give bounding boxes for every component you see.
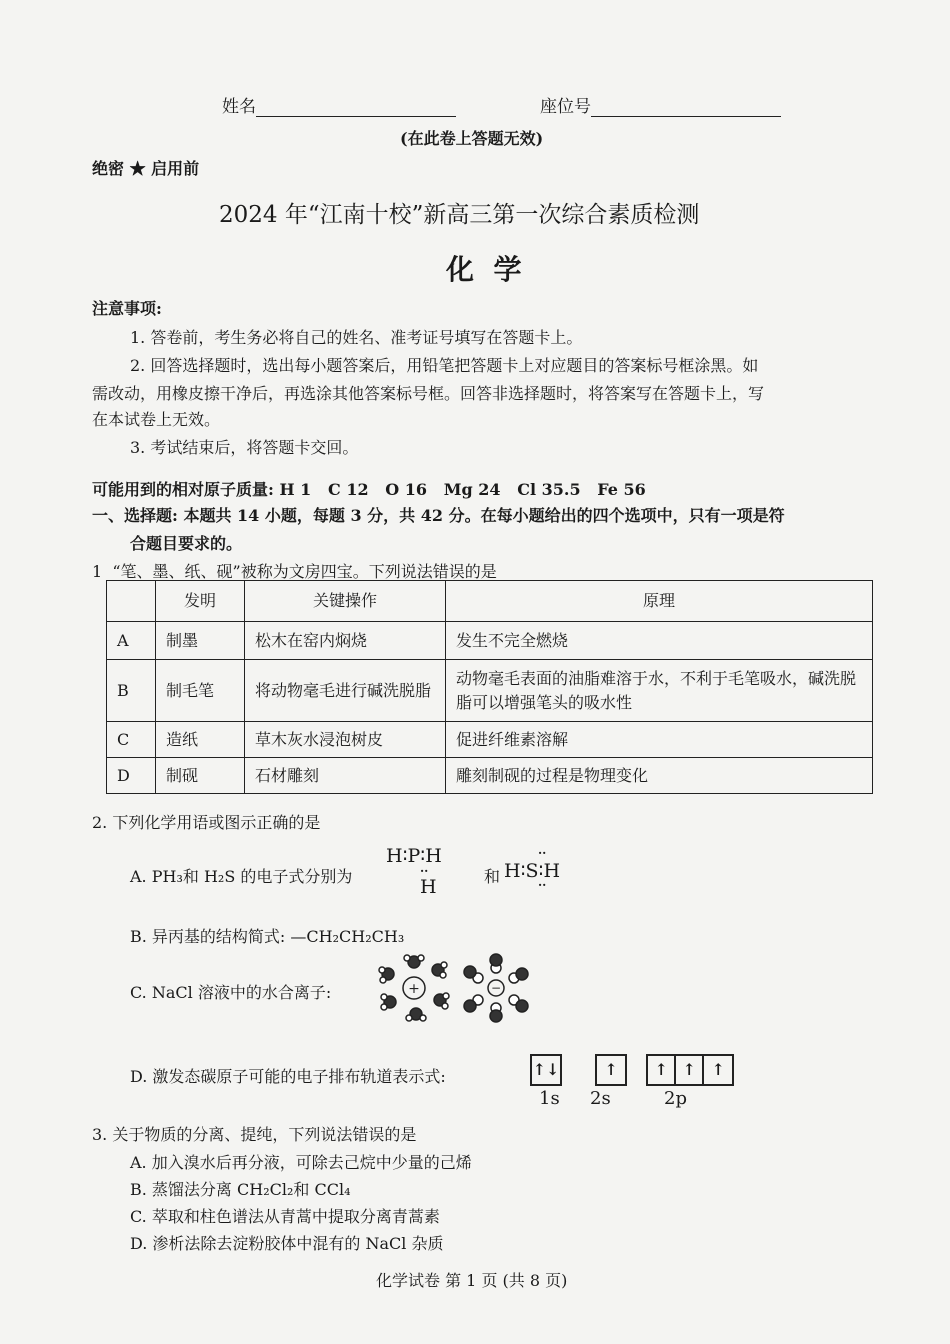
name-line[interactable] [256, 98, 456, 117]
orbital-1s-box: ↑↓ [530, 1054, 562, 1086]
q2-a-and: 和 [484, 867, 501, 886]
table-header-cell: 原理 [446, 581, 873, 622]
invalid-note: (在此卷上答题无效) [400, 129, 544, 148]
q3-option-c: C. 萃取和柱色谱法从青蒿中提取分离青蒿素 [130, 1207, 440, 1226]
q3-stem: 3. 关于物质的分离、提纯，下列说法错误的是 [92, 1125, 417, 1144]
table-header-cell: 关键操作 [245, 581, 446, 622]
ph3-bottom-h: H [420, 876, 437, 898]
seat-label: 座位号 [540, 97, 591, 117]
ph3-lone-dots: ·· [420, 864, 429, 878]
table-cell: 动物毫毛表面的油脂难溶于水，不利于毛笔吸水，碱洗脱脂可以增强笔头的吸水性 [446, 660, 873, 722]
notice-heading: 注意事项: [92, 299, 162, 318]
svg-text:−: − [490, 981, 502, 995]
seat-line[interactable] [591, 98, 781, 117]
table-cell: 雕刻制砚的过程是物理变化 [446, 758, 873, 794]
q2-option-c: C. NaCl 溶液中的水合离子: [130, 983, 332, 1002]
exam-title: 2024 年“江南十校”新高三第一次综合素质检测 [219, 202, 700, 228]
q3-option-d: D. 渗析法除去淀粉胶体中混有的 NaCl 杂质 [130, 1234, 444, 1253]
notice-item-3: 3. 考试结束后，将答题卡交回。 [130, 438, 359, 457]
orbital-2s-box: ↑ [595, 1054, 627, 1086]
ph3-electron-formula: H∶P∶H [386, 845, 442, 867]
hydrated-anion [464, 954, 528, 1022]
table-header-cell: 发明 [156, 581, 245, 622]
notice-item-2-cont: 需改动，用橡皮擦干净后，再选涂其他答案标号框。回答非选择题时，将答案写在答题卡上，写 [92, 384, 765, 403]
svg-text:+: + [408, 981, 420, 997]
table-cell: 造纸 [156, 722, 245, 758]
table-row [107, 722, 873, 758]
orbital-2p-box: ↑ [648, 1056, 676, 1084]
table-cell: 促进纤维素溶解 [446, 722, 873, 758]
hydrated-ions-diagram [374, 952, 539, 1024]
subject-title: 化 学 [446, 253, 522, 286]
table-row [107, 622, 873, 660]
q1-table [106, 580, 873, 794]
table-cell: 草木灰水浸泡树皮 [245, 722, 446, 758]
q2-stem: 2. 下列化学用语或图示正确的是 [92, 813, 321, 832]
q3-option-b: B. 蒸馏法分离 CH₂Cl₂和 CCl₄ [130, 1180, 351, 1199]
table-cell: 发生不完全燃烧 [446, 622, 873, 660]
table-cell: 制墨 [156, 622, 245, 660]
name-field[interactable] [222, 92, 456, 117]
orbital-2p-box: ↑ [676, 1056, 704, 1084]
h2s-top-dots: ·· [538, 846, 547, 860]
orbital-label-2p: 2p [664, 1088, 687, 1109]
notice-item-1: 1. 答卷前，考生务必将自己的姓名、准考证号填写在答题卡上。 [130, 328, 583, 347]
orbital-diagram [530, 1054, 734, 1086]
q2-option-a: A. PH₃和 H₂S 的电子式分别为 [130, 867, 353, 886]
orbital-label-2s: 2s [590, 1088, 611, 1109]
table-header-cell [107, 581, 156, 622]
table-cell: B [107, 660, 156, 722]
notice-item-2: 2. 回答选择题时，选出每小题答案后，用铅笔把答题卡上对应题目的答案标号框涂黑。如 [130, 356, 759, 375]
seat-field[interactable] [540, 92, 781, 117]
name-label: 姓名 [222, 97, 256, 117]
table-cell: 制毛笔 [156, 660, 245, 722]
hydrated-cation [379, 955, 449, 1021]
q2-option-b: B. 异丙基的结构简式: —CH₂CH₂CH₃ [130, 927, 405, 946]
table-cell: 制砚 [156, 758, 245, 794]
section1-line2: 合题目要求的。 [130, 534, 243, 553]
table-cell: 石材雕刻 [245, 758, 446, 794]
h2s-bottom-dots: ·· [538, 878, 547, 892]
q2-option-d: D. 激发态碳原子可能的电子排布轨道表示式: [130, 1067, 446, 1086]
table-cell: 松木在窑内焖烧 [245, 622, 446, 660]
secret-label: 绝密 ★ 启用前 [92, 159, 200, 178]
page-footer: 化学试卷 第 1 页 (共 8 页) [376, 1271, 568, 1290]
section1-line1: 一、选择题: 本题共 14 小题，每题 3 分，共 42 分。在每小题给出的四个选项中，只有一项是符 [92, 506, 785, 525]
table-row [107, 758, 873, 794]
table-header-row [107, 581, 873, 622]
notice-item-2-end: 在本试卷上无效。 [92, 410, 221, 429]
orbital-2p-boxes [646, 1054, 734, 1086]
table-cell: 将动物毫毛进行碱洗脱脂 [245, 660, 446, 722]
atomic-mass: 可能用到的相对原子质量: H 1 C 12 O 16 Mg 24 Cl 35.5 Fe 56 [92, 480, 646, 499]
table-cell: C [107, 722, 156, 758]
h2s-electron-formula: H∶S∶H [504, 860, 561, 882]
q3-option-a: A. 加入溴水后再分液，可除去己烷中少量的己烯 [130, 1153, 472, 1172]
orbital-2p-box: ↑ [711, 1060, 725, 1079]
q1-stem: 1 “笔、墨、纸、砚”被称为文房四宝。下列说法错误的是 [92, 562, 497, 581]
table-row [107, 660, 873, 722]
orbital-label-1s: 1s [539, 1088, 560, 1109]
table-cell: D [107, 758, 156, 794]
table-cell: A [107, 622, 156, 660]
